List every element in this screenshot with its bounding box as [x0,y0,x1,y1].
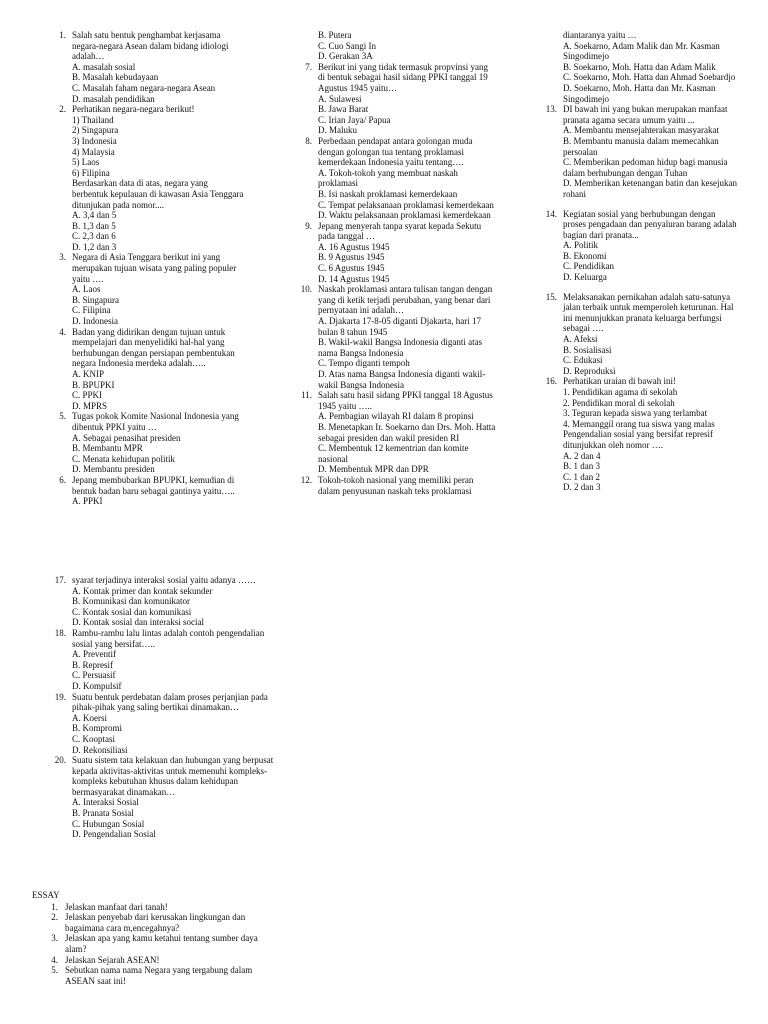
answer-option: B. Jawa Barat [318,104,369,115]
answer-option: D. Indonesia [72,316,118,327]
question-text: Perbedaan pendapat antara golongan muda dengan golongan tua tentang proklamasi kemerdekaan Indonesia yaitu tentang…. [318,135,473,168]
answer-option: D. Atas nama Bangsa Indonesia diganti wakil-wakil Bangsa Indonesia [318,369,486,390]
answer-option: C. 2,3 dan 6 [72,231,116,242]
essay-section [32,890,272,986]
answer-option: C. Soekarno, Moh. Hatta dan Ahmad Soebardjo [563,72,736,83]
question-text: Rambu-rambu lalu lintas adalah contoh pengendalian sosial yang bersifat….. [72,627,265,649]
question-item [46,628,276,692]
essay-number: 2. [51,912,58,923]
essay-title: ESSAY [32,890,60,900]
question-body [72,475,246,507]
answer-option: D. Waktu pelaksanaan proklamasi kemerdekaan [318,210,491,221]
question-item [46,104,246,252]
question-body [318,30,497,62]
answer-option: A. Koersi [72,712,107,723]
answer-option: A. Kontak primer dan kontak sekunder [72,585,213,596]
question-body [563,292,737,377]
answer-option: C. Membentuk 12 kementrian dan komite nasional [318,443,469,464]
question-text: Negara di Asia Tenggara berikut ini yang merupakan tujuan wisata yang paling populer yaitu …. [72,252,237,284]
column-3 [537,30,737,493]
question-number: 16. [545,376,557,387]
question-text: Melaksanakan pernikahan adalah satu-satunya jalan terbaik untuk memperoleh keturunan. Hal ini menunjukkan pranata keluarga berfungsi sebagai …. [563,291,734,334]
question-body [72,575,276,628]
column-2 [292,30,497,496]
answer-option: C. Irian Jaya/ Papua [318,114,391,125]
answer-option: B. Kompromi [72,723,123,734]
answer-option: B. Komunikasi dan komunikator [72,596,190,607]
answer-option: 6) Filipina [72,167,110,178]
question-number: 4. [59,326,66,337]
column-1 [46,30,246,507]
question-text: Suatu bentuk perdebatan dalam proses perjanjian pada pihak-pihak yang saling bertikai dinamakan… [72,691,268,713]
essay-text: Jelaskan apa yang kamu ketahui tentang sumber daya alam? [65,933,258,954]
question-text: Salah satu hasil sidang PPKI tanggal 18 Agustus 1945 yaitu ….. [318,390,493,411]
answer-option: C. Tempo diganti tempoh [318,358,410,369]
answer-option: C. Edukasi [563,355,603,366]
question-text: Jepang menyerah tanpa syarat kepada Sekutu pada tanggal … [318,220,482,242]
question-item [537,104,737,199]
answer-option: C. 6 Agustus 1945 [318,263,385,274]
answer-option: D. Gerakan 3A [318,51,373,62]
question-text: Tokoh-tokoh nasional yang memiliki peran dalam penyusunan naskah teks proklamasi [318,474,474,496]
answer-option: D. Maluku [318,125,357,136]
answer-option: D. Pengendalian Sosial [72,829,156,840]
question-body [72,628,276,692]
essay-item [32,955,272,966]
answer-option: C. Kontak sosial dan komunikasi [72,606,192,617]
answer-option: C. Kooptasi [72,733,116,744]
answer-option: B. Masalah kebudayaan [72,72,159,83]
question-number: 13. [545,104,557,115]
question-body [72,755,276,840]
answer-option: D. Kontak sosial dan interaksi social [72,617,204,628]
answer-option: C. Pendidikan [563,261,614,272]
question-text: Kegiatan sosial yang berhubungan dengan proses pengadaan dan penyaluran barang adalah bagian dari pranata... [563,208,737,240]
question-text: Perhatikan negara-negara berikut! [72,104,195,115]
question-body [318,284,497,390]
answer-option: A. KNIP [72,369,105,379]
answer-option: B. Isi naskah proklamasi kemerdekaan [318,188,458,199]
question-item [46,252,246,326]
question-body [563,209,737,283]
answer-option: A. 3,4 dan 5 [72,210,117,221]
question-number: 6. [59,474,66,485]
answer-option: B. Represif [72,659,113,670]
question-number: 14. [545,208,557,219]
answer-option: D. Rekonsiliasi [72,744,128,755]
question-text: Jepang membubarkan BPUPKI, kemudian di bentuk badan baru sebagai gantinya yaitu….. [72,474,235,496]
question-item [46,30,246,104]
question-body [318,62,497,136]
essay-list [32,902,272,987]
answer-option: 4) Malaysia [72,146,115,157]
answer-option: A. Preventif [72,649,116,660]
question-item [292,136,497,221]
question-body [72,411,246,475]
answer-option: D. Membantu presiden [72,464,155,475]
answer-option: B. Putera [318,30,352,40]
question-text: Naskah proklamasi antara tulisan tangan dengan yang di ketik terjadi perubahan, yang benar dari pernyataan ini adalah… [318,284,493,316]
answer-option: 2) Singapura [72,125,119,136]
essay-number: 5. [51,965,58,976]
answer-option: D. Kompulsif [72,680,122,691]
question-number: 10. [300,284,312,295]
question-text: Perhatikan uraian di bawah ini! [563,376,676,387]
question-body [72,327,246,412]
answer-option: A. PPKI [72,496,103,507]
answer-option: Berdasarkan data di atas, negara yang berbentuk kepulauan di kawasan Asia Tenggara ditunjukan pada nomor.... [72,178,244,210]
question-item [292,221,497,285]
answer-option: B. 1,3 dan 5 [72,220,116,231]
answer-option: B. Ekonomi [563,250,607,261]
question-number: 2. [59,104,66,115]
answer-option: D. 14 Agustus 1945 [318,273,390,284]
answer-option: D. Soekarno, Moh. Hatta dan Mr. Kasman Singodimejo [563,82,716,104]
spacer [537,200,737,209]
question-item [292,475,497,496]
answer-option: 3. Teguran kepada siswa yang terlambat [563,408,708,419]
answer-option: C. Filipina [72,305,111,316]
answer-option: 4. Memanggil orang tua siswa yang malas [563,418,715,429]
answer-option: A. 2 dan 4 [563,450,601,461]
answer-option: B. 9 Agustus 1945 [318,252,385,263]
answer-option: 2. Pendidikan moral di sekolah [563,397,675,408]
answer-option: C. Persuasif [72,670,116,681]
question-number: 8. [305,135,312,146]
essay-text: Jelaskan manfaat dari tanah! [65,901,168,912]
question-item [537,209,737,283]
question-item [537,376,737,493]
question-number: 7. [305,61,312,72]
question-number: 18. [54,627,66,638]
question-body [72,252,246,326]
answer-option: D. 2 dan 3 [563,482,601,493]
answer-option: A. Pembagian wilayah RI dalam 8 propinsi [318,411,474,422]
answer-option: D. Reproduksi [563,365,616,376]
question-text: Tugas pokok Komite Nasional Indonesia yang dibentuk PPKI yaitu … [72,411,239,432]
essay-text: Sebutkan nama nama Negara yang tergabung dalam ASEAN saat ini! [65,965,253,986]
answer-option: C. Masalah faham negara-negara Asean [72,82,216,93]
questions-17-20 [46,575,276,840]
question-number: 1. [59,30,66,40]
answer-option: A. Djakarta 17-8-05 diganti Djakarta, hari 17 bulan 8 tahun 1945 [318,316,481,337]
answer-option: D. Memberikan ketenangan batin dan kesejukan rohani [563,178,737,199]
essay-text: Jelaskan penyebab dari kerusakan lingkungan dan bagaimana cara m,encegahnya? [65,912,246,933]
question-body [72,104,246,252]
answer-option: C. Hubungan Sosial [72,818,145,829]
answer-option: B. Menetapkan Ir. Soekarno dan Drs. Moh. Hatta sebagai presiden dan wakil presiden RI [318,421,496,443]
question-item [46,411,246,475]
question-item [46,755,276,840]
question-body [72,30,246,104]
answer-option: D. Keluarga [563,272,607,283]
answer-option: D. masalah pendidikan [72,93,155,104]
essay-item [32,902,272,913]
question-text: DI bawah ini yang bukan merupakan manfaat pranata agama secara umum yaitu ... [563,104,728,125]
answer-option: Pengendalian sosial yang bersifat represif ditunjukkan oleh nomor …. [563,429,713,450]
question-item [46,327,246,412]
answer-option: D. Membentuk MPR dan DPR [318,464,429,475]
question-text: Badan yang didirikan dengan tujuan untuk mempelajari dan menyelidiki hal-hal yang berhubungan dengan persiapan pembentukan negara Indonesia merdeka adalah….. [72,326,235,369]
question-body [318,475,497,496]
answer-option: B. Pranata Sosial [72,808,134,819]
question-text: Suatu sistem tata kelakuan dan hubungan yang berpusat kepada aktivitas-aktivitas untuk memenuhi kompleks-kompleks kebutuhan khusus dalam kehidupan bermasyarakat dinamakan… [72,755,274,797]
question-item [537,30,737,104]
question-number: 15. [545,291,557,302]
answer-option: A. Membantu mensejahterakan masyarakat [563,125,719,136]
question-body [563,376,737,493]
question-number: 5. [59,411,66,422]
question-text: Berikut ini yang tidak termasuk propvinsi yang di bentuk sebagai hasil sidang PPKI tanggal 19 Agustus 1945 yaitu… [318,61,488,93]
question-item [537,292,737,377]
essay-item [32,912,272,933]
essay-item [32,965,272,986]
answer-option: D. 1,2 dan 3 [72,241,117,252]
question-number: 9. [305,220,312,231]
question-body [563,104,737,199]
question-body [563,30,737,104]
answer-option: A. Soekarno, Adam Malik dan Mr. Kasman Singodimejo [563,40,720,62]
essay-number: 1. [51,901,58,912]
question-number: 20. [54,755,66,766]
question-number: 12. [300,474,312,485]
question-number: 11. [301,390,312,401]
spacer [537,283,737,292]
answer-option: B. Membantu MPR [72,443,143,454]
answer-option: A. Tokoh-tokoh yang membuat naskah proklamasi [318,167,458,189]
answer-option: C. PPKI [72,390,103,401]
question-item [292,30,497,62]
question-text: syarat terjadinya interaksi sosial yaitu adanya …… [72,575,256,585]
answer-option: A. Interaksi Sosial [72,797,139,808]
answer-option: 1) Thailand [72,114,114,125]
answer-option: B. Sosialisasi [563,344,612,355]
question-item [46,475,246,507]
answer-option: B. Soekarno, Moh. Hatta dan Adam Malik [563,61,716,72]
answer-option: D. MPRS [72,400,108,411]
answer-option: C. Tempat pelaksanaan proklamasi kemerdekaan [318,199,494,210]
question-number: 3. [59,252,66,263]
answer-option: A. Afeksi [563,334,598,345]
answer-option: A. Politik [563,240,599,251]
question-body [72,692,276,756]
question-item [292,284,497,390]
essay-item [32,933,272,954]
answer-option: 1. Pendidikan agama di sekolah [563,387,678,397]
answer-option: A. masalah sosial [72,61,136,72]
essay-text: Jelaskan Sejarah ASEAN! [65,954,160,965]
question-number: 17. [54,575,66,585]
answer-option: C. Menata kehidupan politik [72,453,175,464]
question-number [537,30,563,104]
answer-option: C. Memberikan pedoman hidup bagi manusia dalam berhubungan dengan Tuhan [563,157,728,178]
answer-option: B. 1 dan 3 [563,461,600,472]
question-body [318,390,497,475]
question-item [292,62,497,136]
answer-option: A. 16 Agustus 1945 [318,241,390,252]
question-number: 19. [54,691,66,702]
answer-option: C. 1 dan 2 [563,471,600,482]
answer-option: 5) Laos [72,157,100,168]
answer-option: A. Sebagai penasihat presiden [72,432,181,443]
answer-option: A. Laos [72,284,101,295]
answer-option: B. Singapura [72,294,119,305]
essay-number: 4. [51,954,58,965]
answer-option: B. Wakil-wakil Bangsa Indonesia diganti atas nama Bangsa Indonesia [318,337,483,358]
question-body [318,221,497,285]
question-body [318,136,497,221]
answer-option: 3) Indonesia [72,135,117,146]
answer-option: C. Cuo Sangi In [318,40,377,51]
question-text: Salah satu bentuk penghambat kerjasama negara-negara Asean dalam bidang idiologi adalah… [72,30,229,62]
question-item [46,575,276,628]
answer-option: B. Membantu manusia dalam memecahkan persoalan [563,135,719,157]
question-number [292,30,318,62]
question-item [46,692,276,756]
question-text: diantaranya yaitu … [563,30,637,40]
question-item [292,390,497,475]
answer-option: A. Sulawesi [318,93,362,104]
answer-option: B. BPUPKI [72,379,115,390]
essay-number: 3. [51,933,58,944]
